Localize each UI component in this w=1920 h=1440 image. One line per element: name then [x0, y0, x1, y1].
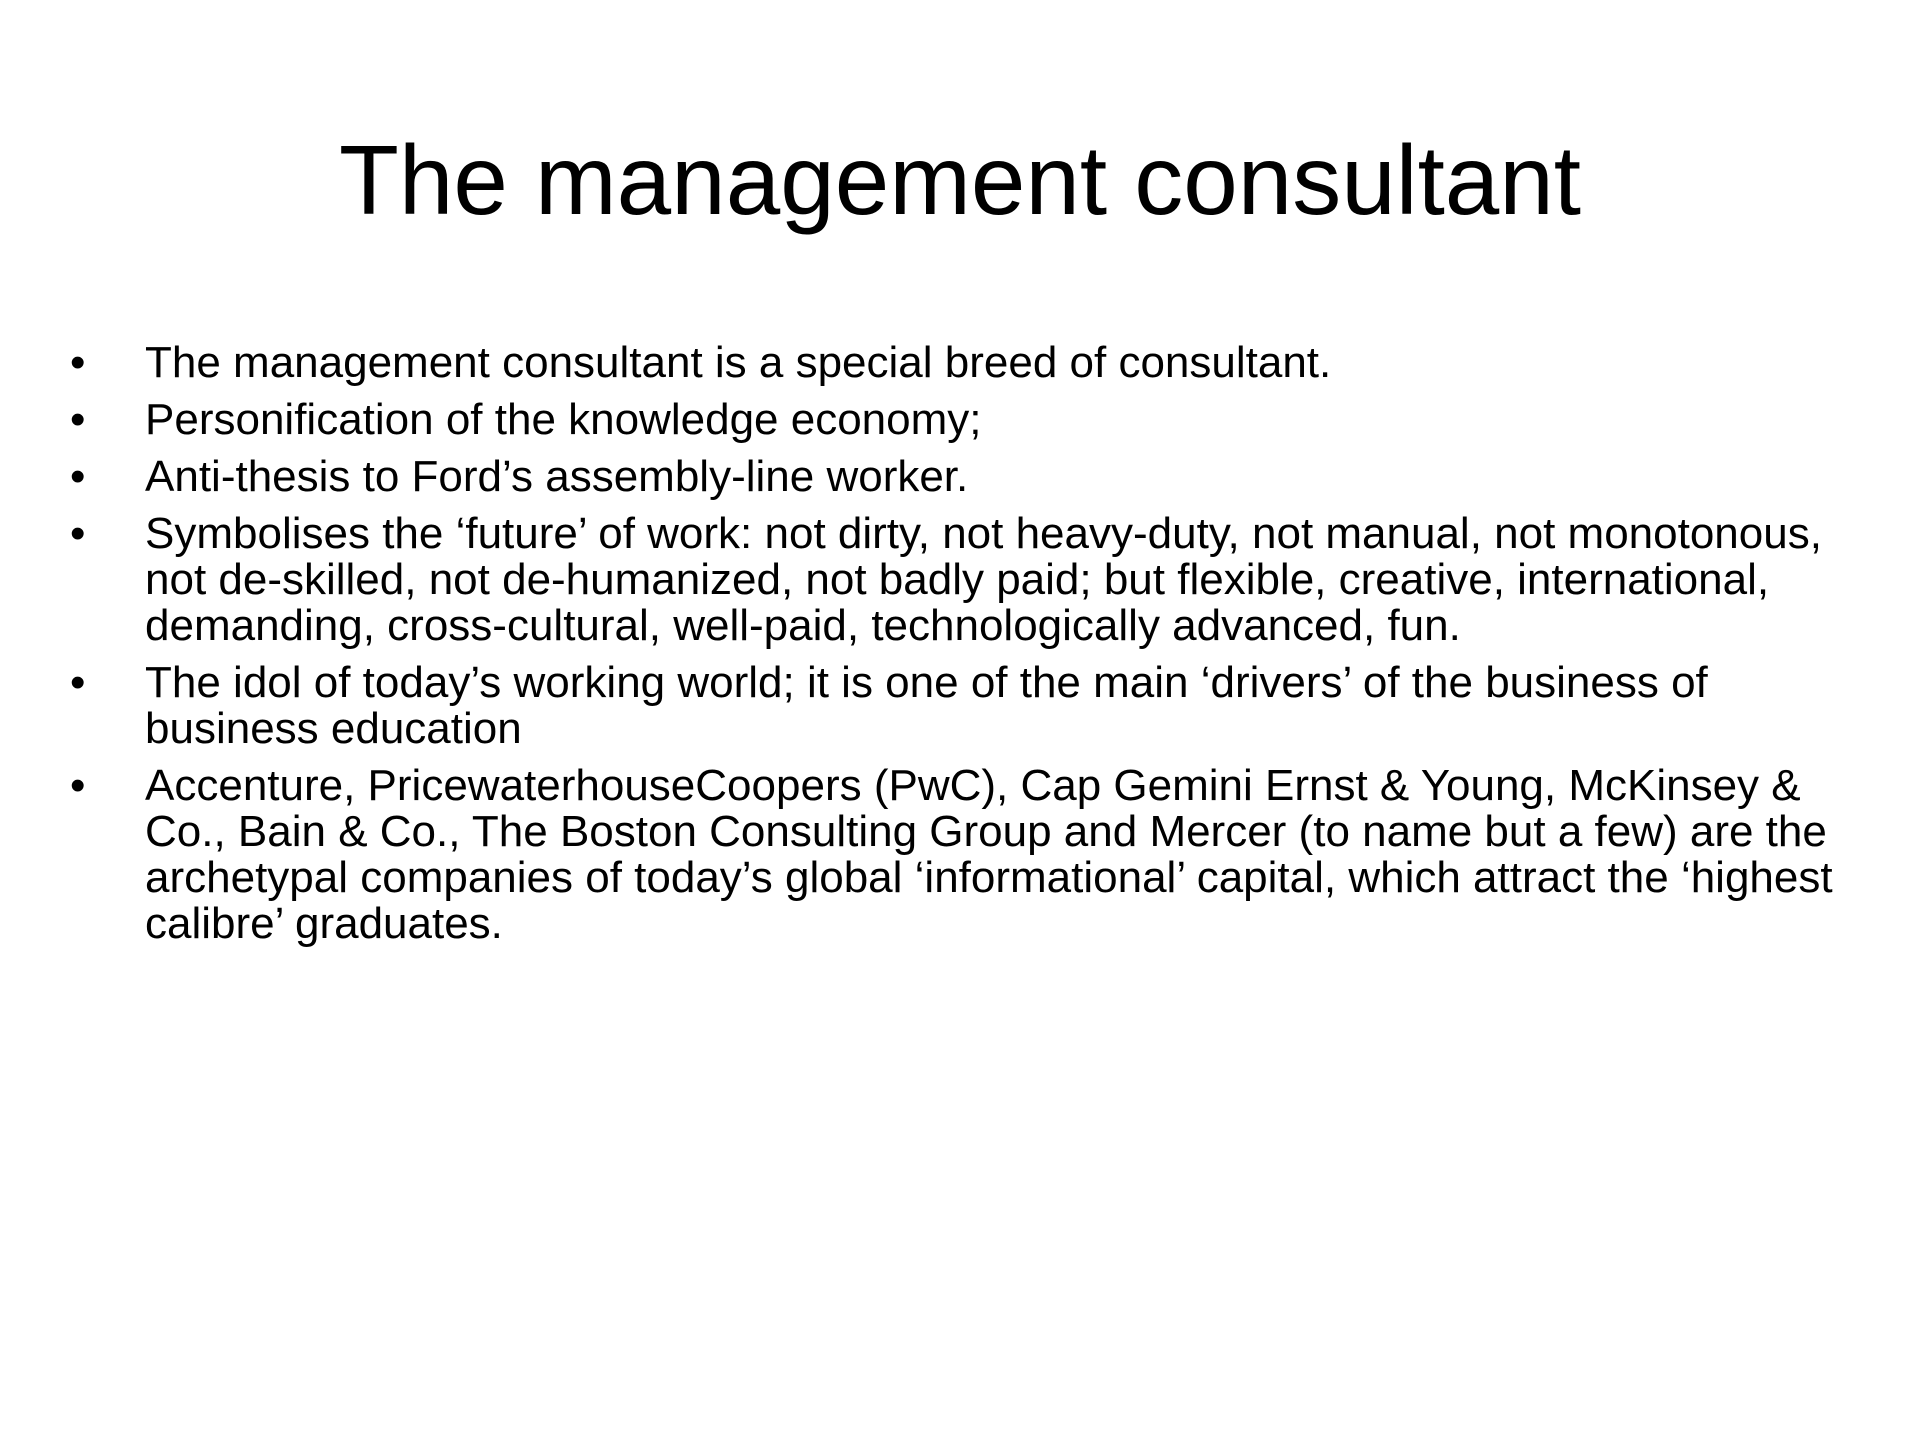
bullet-item [60, 454, 1890, 500]
bullet-item [60, 660, 1890, 752]
bullet-marker: • [70, 761, 86, 810]
bullet-text: Accenture, PricewaterhouseCoopers (PwC), Cap Gemini Ernst & Young, McKinsey & Co., Bain & Co., The Boston Consulting Group and Mercer (to name but a few) are the archetypal companies of today’s global ‘informational’ capital, which attract the ‘highest calibre’ graduates. [145, 761, 1833, 948]
bullet-text: The idol of today’s working world; it is one of the main ‘drivers’ of the business of business education [145, 658, 1708, 753]
bullet-text: Personification of the knowledge economy; [145, 395, 982, 444]
bullet-item [60, 511, 1890, 649]
bullet-text: The management consultant is a special breed of consultant. [145, 338, 1332, 387]
bullet-marker: • [70, 509, 86, 558]
bullet-text: Symbolises the ‘future’ of work: not dirty, not heavy-duty, not manual, not monotonous, not de-skilled, not de-humanized, not badly paid; but flexible, creative, international, demanding, cross-cultural, well-paid, technologically advanced, fun. [145, 509, 1822, 650]
bullet-item [60, 397, 1890, 443]
bullet-item [60, 340, 1890, 386]
slide-title: The management consultant [338, 125, 1582, 235]
bullet-item [60, 763, 1890, 947]
bullet-list [60, 340, 1890, 958]
bullet-marker: • [70, 395, 86, 444]
bullet-marker: • [70, 452, 86, 501]
bullet-text: Anti-thesis to Ford’s assembly-line worker. [145, 452, 969, 501]
bullet-marker: • [70, 658, 86, 707]
bullet-marker: • [70, 338, 86, 387]
